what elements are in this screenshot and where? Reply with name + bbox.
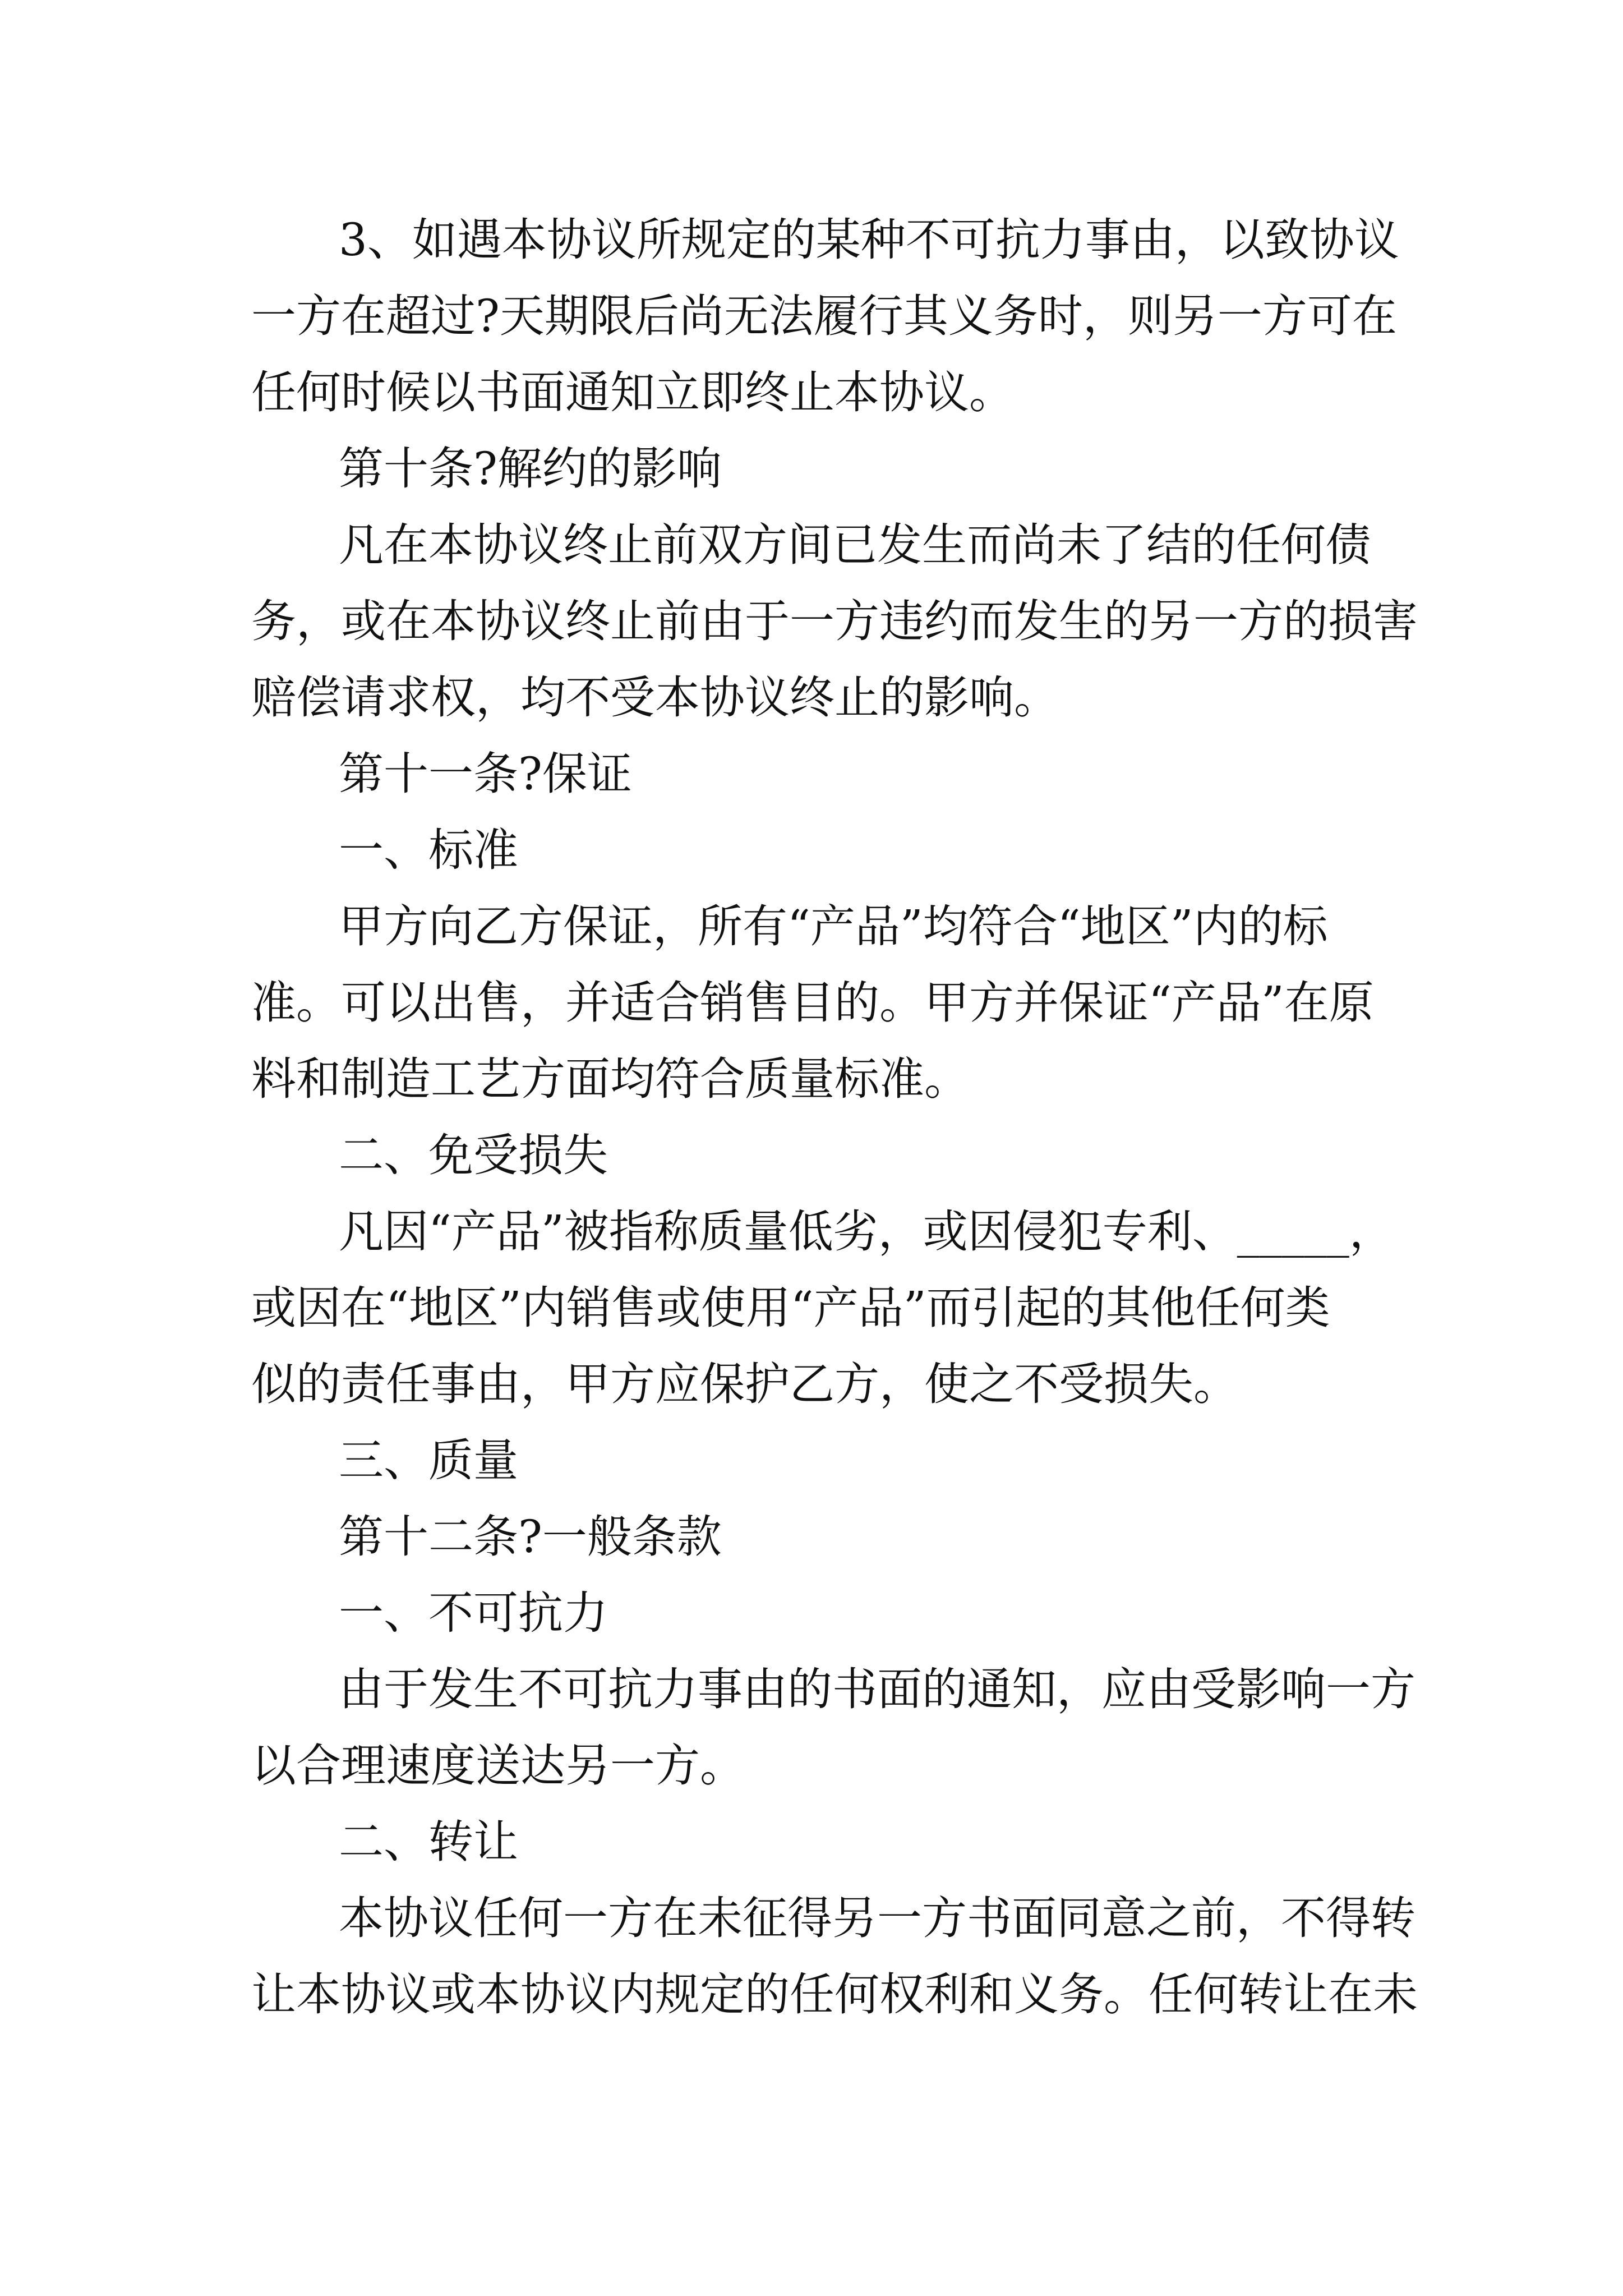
text-line: 由于发生不可抗力事由的书面的通知，应由受影响一方 [339, 1663, 1415, 1715]
text-line: 赔偿请求权，均不受本协议终止的影响。 [251, 671, 1059, 724]
text-line: 准。可以出售，并适合销售目的。甲方并保证“产品”在原 [251, 977, 1374, 1029]
document-body [251, 202, 1418, 2033]
text-line: 或因在“地区”内销售或使用“产品”而引起的其他任何类 [251, 1282, 1330, 1334]
subsection-heading: 二、转让 [339, 1816, 518, 1868]
text-line: 以合理速度送达另一方。 [251, 1740, 745, 1792]
text-line: 本协议任何一方在未征得另一方书面同意之前，不得转 [339, 1892, 1415, 1944]
text-line: 3、如遇本协议所规定的某种不可抗力事由，以致协议 [339, 214, 1399, 266]
text-line: 凡在本协议终止前双方间已发生而尚未了结的任何债 [339, 519, 1371, 571]
text-line: 务，或在本协议终止前由于一方违约而发生的另一方的损害 [251, 595, 1418, 647]
section-heading: 第十二条?一般条款 [339, 1511, 722, 1563]
text-line: 似的责任事由，甲方应保护乙方，使之不受损失。 [251, 1358, 1238, 1410]
section-heading: 第十一条?保证 [339, 748, 632, 800]
section-heading: 第十条?解约的影响 [339, 443, 722, 495]
subsection-heading: 一、不可抗力 [339, 1587, 608, 1639]
text-line: 任何时候以书面通知立即终止本协议。 [251, 366, 1014, 418]
text-line: 让本协议或本协议内规定的任何权利和义务。任何转让在未 [251, 1968, 1418, 2021]
subsection-heading: 二、免受损失 [339, 1129, 608, 1181]
text-line: 甲方向乙方保证，所有“产品”均符合“地区”内的标 [339, 900, 1328, 953]
text-line: 一方在超过?天期限后尚无法履行其义务时，则另一方可在 [251, 290, 1397, 342]
text-line: 料和制造工艺方面均符合质量标准。 [251, 1053, 969, 1105]
subsection-heading: 三、质量 [339, 1434, 518, 1487]
text-line: 凡因“产品”被指称质量低劣，或因侵犯专利、_____， [339, 1205, 1394, 1258]
subsection-heading: 一、标准 [339, 824, 518, 876]
